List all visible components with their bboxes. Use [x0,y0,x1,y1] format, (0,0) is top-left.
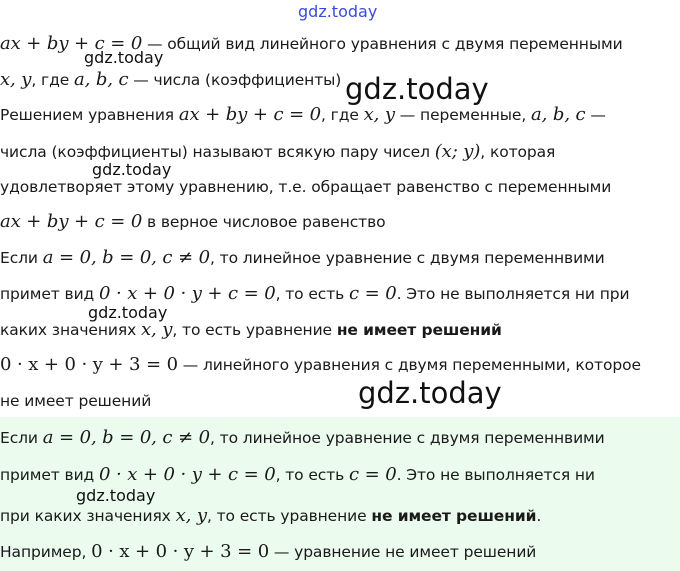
text: числа (коэффициенты) называют всякую пару чисел [0,143,435,161]
text: , то линейное уравнение с двумя переменнвими [210,249,605,267]
math-pair: (x; y) [434,141,481,162]
text: примет вид [0,285,99,303]
math-vars: x, y [141,319,173,340]
math-general-equation: ax + by + c = 0 [0,33,143,54]
text: Решением уравнения [0,106,179,124]
example-line-2 [0,389,151,413]
math-equation: 0 · x + 0 · y + c = 0 [98,464,276,485]
text: . [536,507,542,525]
text: , то линейное уравнение с двумя переменнвими [210,429,605,447]
text: примет вид [0,466,99,484]
green-line-3 [0,504,541,528]
text: . Это не выполняется ни [396,466,595,484]
text: , где [321,106,364,124]
text: в верное числовое равенство [142,213,386,231]
text: Например, [0,543,92,561]
bold-text: не имеет решений [371,507,537,525]
text: , то есть уравнение [172,321,337,339]
text: — переменные, [394,106,532,124]
text: удовлетворяет этому уравнению, т.е. обращает равенство с переменными [0,178,612,196]
math-vars: x, y [175,505,207,526]
text: , то есть уравнение [206,507,372,525]
text: — [585,106,606,124]
green-line-2 [0,463,595,487]
math-vars: x, y [0,69,32,90]
text: , где [31,71,74,89]
text: , которая [480,143,556,161]
watermark-top: gdz.today [298,2,378,21]
text: — общий вид линейного уравнения с двумя переменными [142,35,623,53]
text: не имеет решений [0,392,152,410]
math-coefs: a, b, c [73,69,129,90]
math-equation: 0 · x + 0 · y + 3 = 0 [91,541,270,562]
math-equation: 0 · x + 0 · y + c = 0 [98,283,276,304]
watermark: gdz.today [88,303,168,322]
text: Если [0,429,43,447]
text: — числа (коэффициенты) [128,71,342,89]
math-coefs: a, b, c [531,104,586,125]
text: , то есть [275,466,350,484]
watermark: gdz.today [358,376,502,410]
watermark: gdz.today [76,486,156,505]
math-condition: a = 0, b = 0, c ≠ 0 [42,427,210,448]
math-vars: x, y [363,104,395,125]
solution-definition-line-1 [0,103,606,127]
example-line-1 [0,353,641,377]
green-line-1 [0,426,605,450]
coefficients-line [0,68,341,92]
text: — уравнение не имеет решений [269,543,537,561]
watermark: gdz.today [84,48,164,67]
math-equation: ax + by + c = 0 [178,104,322,125]
text: каких значениях [0,321,141,339]
math-equation: 0 · x + 0 · y + 3 = 0 [0,354,178,375]
solution-definition-line-4 [0,210,386,234]
math-equation: c = 0 [349,464,397,485]
text: , то есть [275,285,350,303]
math-equation: c = 0 [349,283,397,304]
math-condition: a = 0, b = 0, c ≠ 0 [42,247,210,268]
case-line-1 [0,246,605,270]
text: — линейного уравнения с двумя переменными, которое [177,356,641,374]
text: при каких значениях [0,507,176,525]
bold-text: не имеет решений [336,321,502,339]
text: Если [0,249,43,267]
text: . Это не выполняется ни при [396,285,630,303]
watermark: gdz.today [345,72,489,106]
watermark: gdz.today [92,160,172,179]
green-line-4 [0,540,536,564]
solution-definition-line-2 [0,140,555,164]
math-equation: ax + by + c = 0 [0,211,143,232]
case-line-3 [0,318,502,342]
